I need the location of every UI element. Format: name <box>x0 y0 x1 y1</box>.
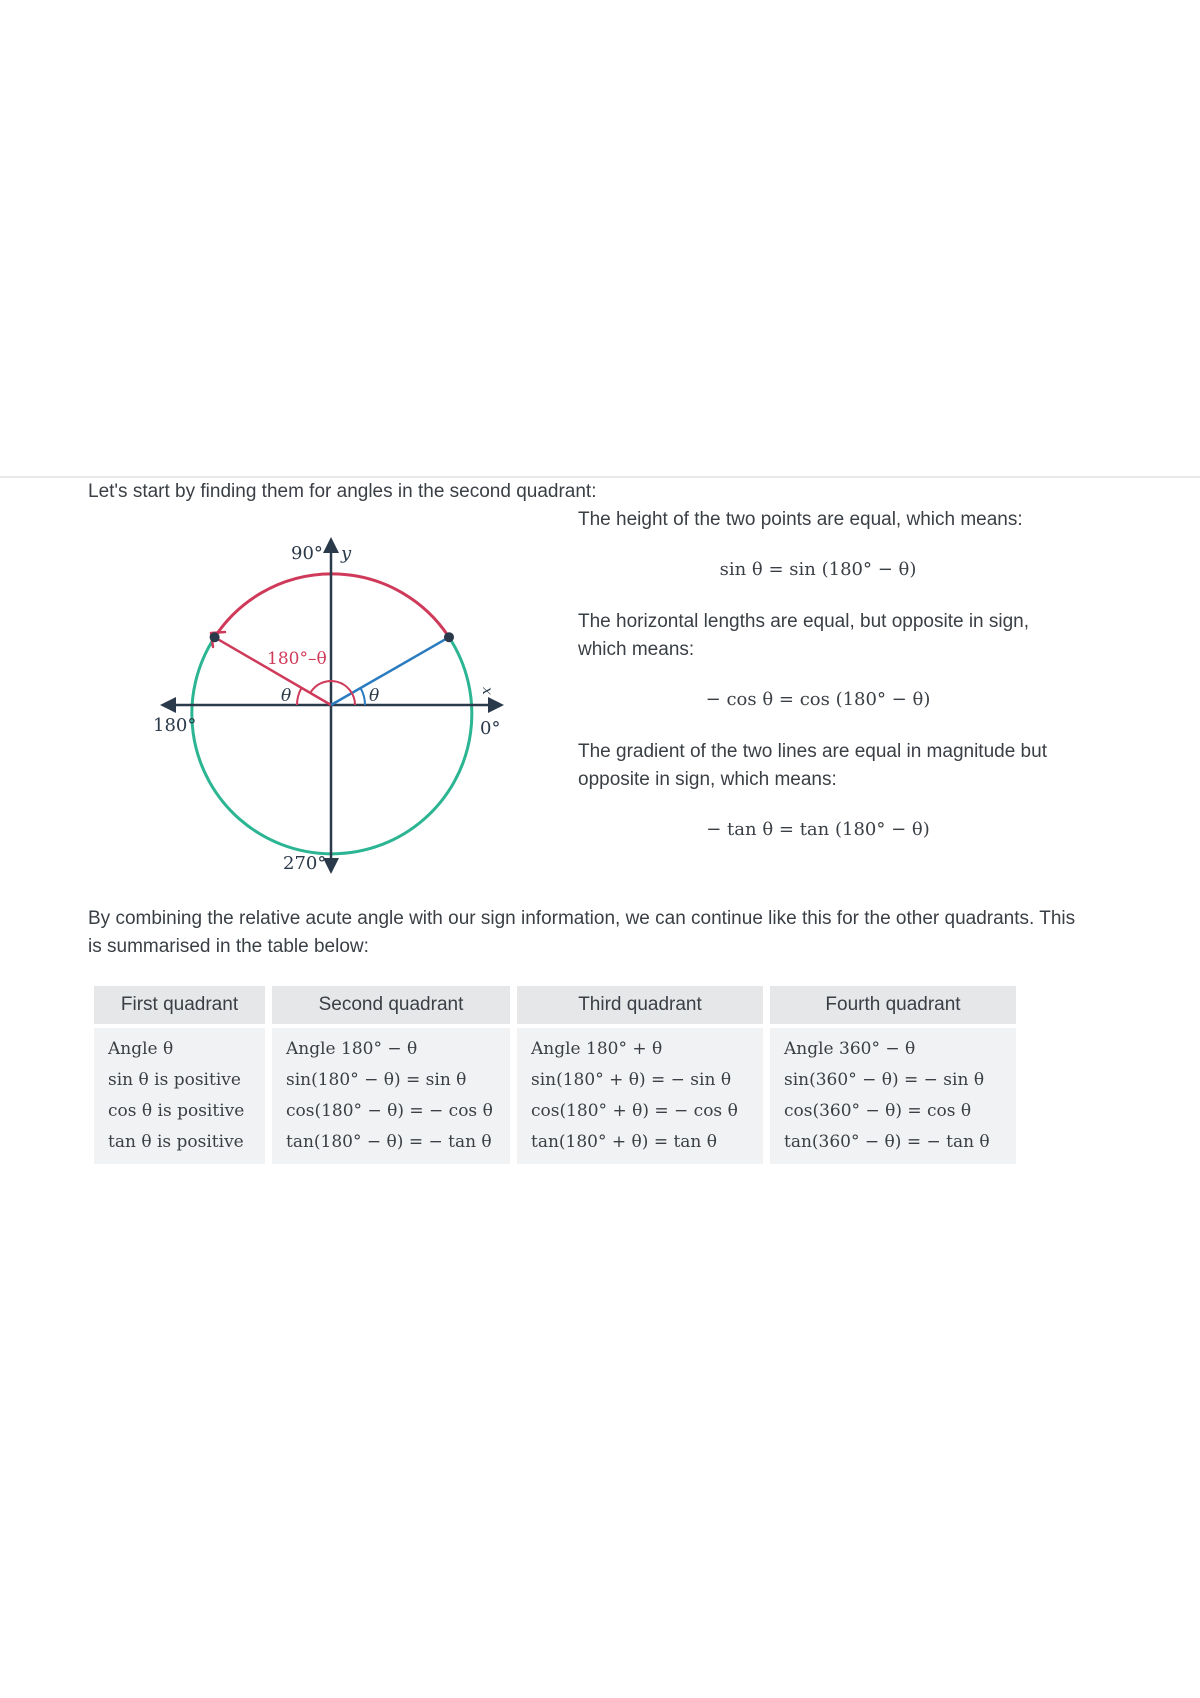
cell-line: tan(180° − θ) = − tan θ <box>286 1132 492 1152</box>
table-row <box>94 1028 1016 1164</box>
cos-equation: − cos θ = cos (180° − θ) <box>705 689 931 710</box>
height-text: The height of the two points are equal, which means: <box>578 509 1023 530</box>
y-axis-arrow-up <box>323 537 339 553</box>
horizontal-text: The horizontal lengths are equal, but opposite in sign, which means: <box>578 611 1030 660</box>
first-quadrant-cell <box>94 1028 265 1164</box>
point-second-quadrant <box>210 632 220 642</box>
label-y: y <box>341 543 352 564</box>
cell-line: sin(180° − θ) = sin θ <box>286 1070 467 1090</box>
label-0: 0° <box>480 718 501 739</box>
cell-line: Angle 360° − θ <box>784 1039 916 1059</box>
cell-line: sin θ is positive <box>108 1070 241 1090</box>
table-header-row <box>94 986 1016 1028</box>
angle-arc-theta-right <box>361 688 366 705</box>
radius-second-quadrant <box>215 637 331 705</box>
summary-text: By combining the relative acute angle with our sign information, we can continue like this for the other quadrants. This is summarised in the table below: <box>88 908 1076 957</box>
cell-line: cos(180° − θ) = − cos θ <box>286 1101 493 1121</box>
cell-line: tan(180° + θ) = tan θ <box>531 1132 718 1152</box>
top-divider <box>0 476 1200 478</box>
angle-arc-supplement <box>310 681 355 705</box>
cell-line: tan θ is positive <box>108 1132 244 1152</box>
label-supplement-angle: 180°–θ <box>267 649 327 669</box>
cell-line: cos θ is positive <box>108 1101 245 1121</box>
cell-line: cos(180° + θ) = − cos θ <box>531 1101 738 1121</box>
quadrant-table <box>87 986 1023 1164</box>
x-axis-arrow-left <box>160 697 176 713</box>
label-theta-left: θ <box>281 686 292 706</box>
label-270: 270° <box>283 853 327 874</box>
header-third-quadrant: Third quadrant <box>517 986 763 1028</box>
label-x: x <box>479 687 495 695</box>
cell-line: sin(360° − θ) = − sin θ <box>784 1070 985 1090</box>
cell-line: Angle 180° − θ <box>286 1039 418 1059</box>
cell-line: cos(360° − θ) = cos θ <box>784 1101 972 1121</box>
cell-line: tan(360° − θ) = − tan θ <box>784 1132 990 1152</box>
tan-equation: − tan θ = tan (180° − θ) <box>706 819 930 840</box>
gradient-text: The gradient of the two lines are equal in magnitude but opposite in sign, which means: <box>578 741 1047 790</box>
intro-text: Let's start by finding them for angles in the second quadrant: <box>88 481 597 502</box>
unit-circle-diagram <box>146 530 516 880</box>
cell-line: Angle 180° + θ <box>531 1039 663 1059</box>
sin-equation: sin θ = sin (180° − θ) <box>719 559 917 580</box>
explanation-column <box>578 506 1058 868</box>
x-axis-arrow-right <box>488 697 504 713</box>
fourth-quadrant-cell <box>770 1028 1016 1164</box>
cell-line: sin(180° + θ) = − sin θ <box>531 1070 732 1090</box>
second-quadrant-cell <box>272 1028 510 1164</box>
label-180: 180° <box>153 715 197 736</box>
point-first-quadrant <box>444 632 454 642</box>
third-quadrant-cell <box>517 1028 763 1164</box>
radius-first-quadrant <box>331 637 449 705</box>
header-second-quadrant: Second quadrant <box>272 986 510 1028</box>
label-90: 90° <box>291 543 323 564</box>
header-fourth-quadrant: Fourth quadrant <box>770 986 1016 1028</box>
header-first-quadrant: First quadrant <box>94 986 265 1028</box>
angle-arc-theta-left <box>297 688 302 705</box>
cell-line: Angle θ <box>108 1039 174 1059</box>
label-theta-right: θ <box>369 686 380 706</box>
